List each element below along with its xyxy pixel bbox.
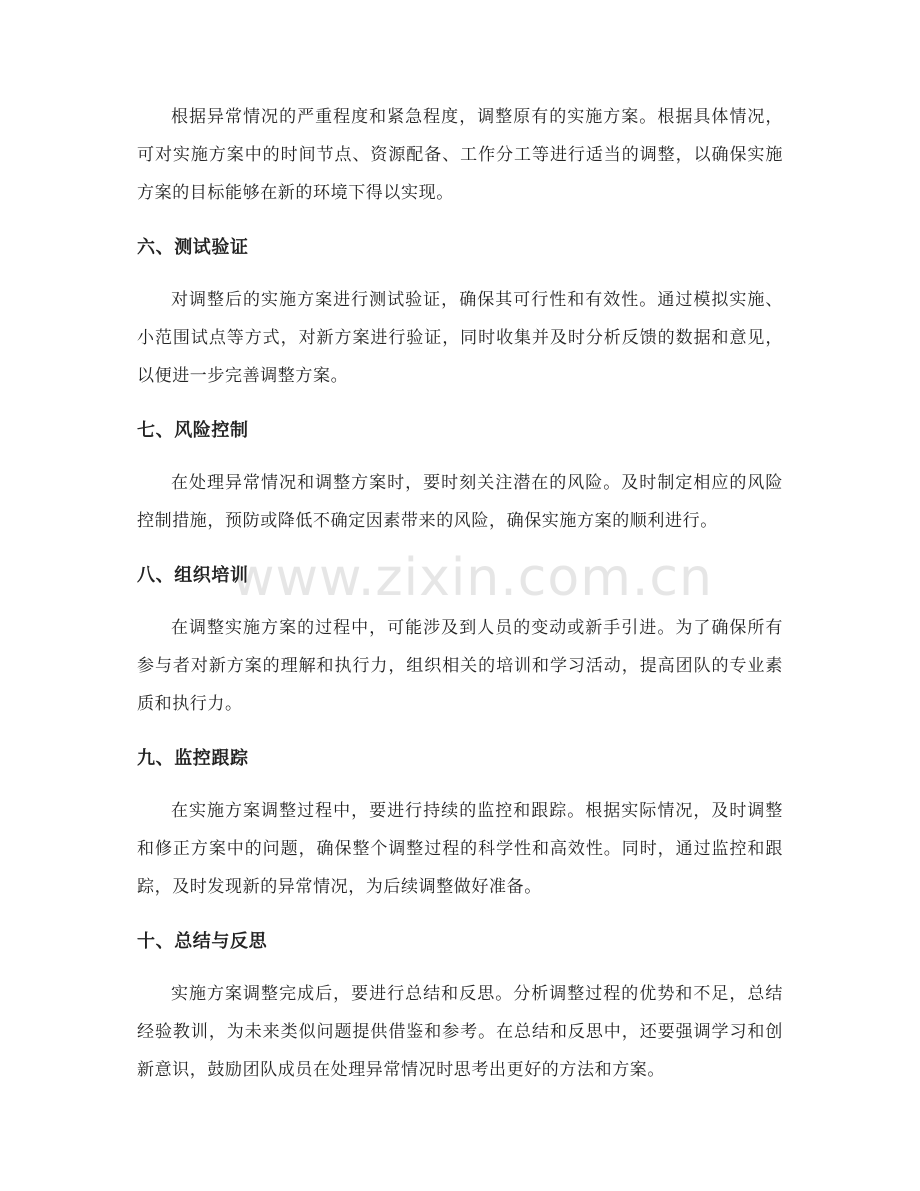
section-body: 在调整实施方案的过程中，可能涉及到人员的变动或新手引进。为了确保所有参与者对新方案的理解和执行力，组织相关的培训和学习活动，提高团队的专业素质和执行力。 xyxy=(137,618,783,714)
section-body: 在处理异常情况和调整方案时，要时刻关注潜在的风险。及时制定相应的风险控制措施，预防或降低不确定因素带来的风险，确保实施方案的顺利进行。 xyxy=(137,473,783,531)
section-heading: 七、风险控制 xyxy=(137,420,249,441)
intro-paragraph: 根据异常情况的严重程度和紧急程度，调整原有的实施方案。根据具体情况，可对实施方案中的时间节点、资源配备、工作分工等进行适当的调整，以确保实施方案的目标能够在新的环境下得以实现。 xyxy=(137,107,783,203)
section-monitoring xyxy=(137,740,783,906)
section-heading: 九、监控跟踪 xyxy=(137,748,249,769)
watermark-text: www.zixin.com.cn xyxy=(232,548,713,608)
section-test-verify xyxy=(137,229,783,395)
section-heading: 十、总结与反思 xyxy=(137,931,268,952)
section-heading: 八、组织培训 xyxy=(137,565,249,586)
section-training xyxy=(137,557,783,723)
section-risk-control xyxy=(137,412,783,540)
document-page xyxy=(137,98,783,1089)
section-heading: 六、测试验证 xyxy=(137,237,249,258)
section-body: 在实施方案调整过程中，要进行持续的监控和跟踪。根据实际情况，及时调整和修正方案中的问题，确保整个调整过程的科学性和高效性。同时，通过监控和跟踪，及时发现新的异常情况，为后续调整做好准备。 xyxy=(137,801,783,897)
section-body: 实施方案调整完成后，要进行总结和反思。分析调整过程的优势和不足，总结经验教训，为未来类似问题提供借鉴和参考。在总结和反思中，还要强调学习和创新意识，鼓励团队成员在处理异常情况时思考出更好的方法和方案。 xyxy=(137,984,783,1080)
section-body: 对调整后的实施方案进行测试验证，确保其可行性和有效性。通过模拟实施、小范围试点等方式，对新方案进行验证，同时收集并及时分析反馈的数据和意见，以便进一步完善调整方案。 xyxy=(137,290,783,386)
section-summary xyxy=(137,923,783,1089)
